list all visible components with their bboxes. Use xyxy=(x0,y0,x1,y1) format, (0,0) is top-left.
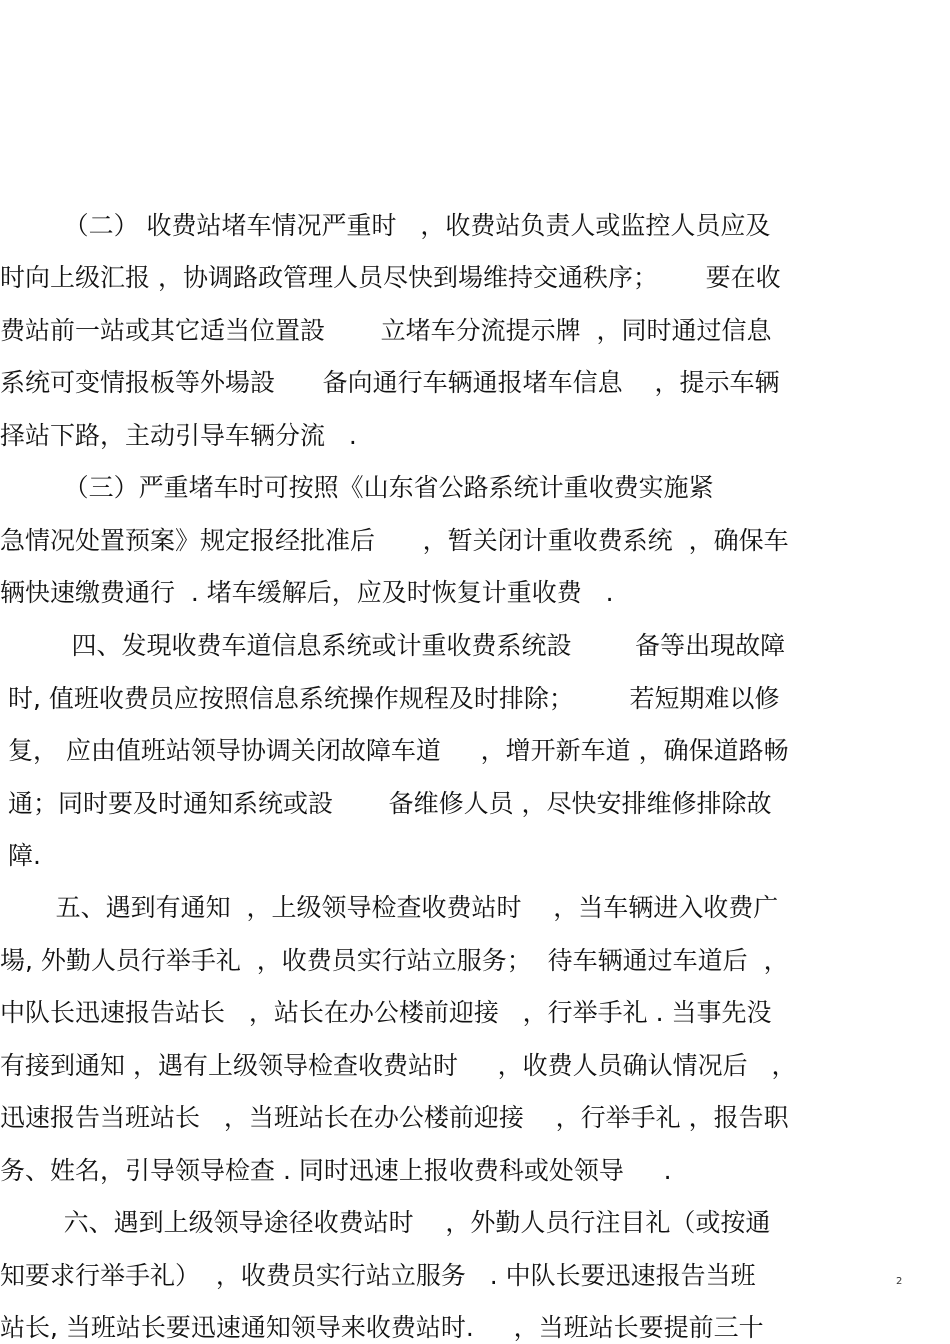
text-line: 时, 值班收费员应按照信息系统操作规程及时排除； 若短期难以修 xyxy=(0,684,780,713)
text-line: （二） 收费站堵车情况严重时 ，收费站负责人或监控人员应及 xyxy=(0,211,771,240)
text-line: 通；同时要及时通知系统或設 备维修人员 ，尽快安排维修排除故 xyxy=(0,789,772,818)
text-line: 费站前一站或其它适当位置設 立堵车分流提示牌 ，同时通过信息 xyxy=(0,316,772,345)
text-line: 六、遇到上级领导途径收费站时 ，外勤人员行注目礼（或按通 xyxy=(0,1208,771,1237)
page-number: 2 xyxy=(896,1276,903,1287)
text-line: 迅速报告当班站长 ，当班站长在办公楼前迎接 ，行举手礼 ，报告职 xyxy=(0,1103,789,1132)
text-line: 站长, 当班站长要迅速通知领导来收费站时. ，当班站长要提前三十 xyxy=(0,1313,764,1342)
text-line: 四、发現收费车道信息系统或计重收费系统設 备等出現故障 xyxy=(0,631,786,660)
text-line: 系统可变情报板等外場設 备向通行车辆通报堵车信息 ，提示车辆 xyxy=(0,368,780,397)
text-line: 务、姓名，引导领导检查 . 同时迅速上报收费科或处领导 . xyxy=(0,1156,672,1185)
text-line: 择站下路，主动引导车辆分流 . xyxy=(0,421,357,450)
text-line: 知要求行举手礼） ，收费员实行站立服务 . 中队长要迅速报告当班 xyxy=(0,1261,756,1290)
text-line: 有接到通知 ，遇有上级领导检查收费站时 ，收费人员确认情况后 ， xyxy=(0,1051,797,1080)
text-line: 場, 外勤人员行举手礼 ，收费员实行站立服务； 待车辆通过车道后 ， xyxy=(0,946,789,975)
text-line: 时向上级汇报 ，协调路政管理人员尽快到場维持交通秩序； 要在收 xyxy=(0,263,781,292)
text-line: 障. xyxy=(0,841,41,870)
text-line: 辆快速缴费通行 . 堵车缓解后，应及时恢复计重收费 . xyxy=(0,578,614,607)
text-line: 急情况处置预案》规定报经批准后 ，暂关闭计重收费系统 ，确保车 xyxy=(0,526,789,555)
text-line: 五、遇到有通知 ，上级领导检查收费站时 ，当车辆进入收费广 xyxy=(0,893,779,922)
text-line: 中队长迅速报告站长 ，站长在办公楼前迎接 ，行举手礼 . 当事先没 xyxy=(0,998,772,1027)
text-line: 复， 应由值班站领导协调关闭故障车道 ，增开新车道 ，确保道路畅 xyxy=(0,736,789,765)
text-line: （三）严重堵车时可按照《山东省公路系统计重收费实施紧 xyxy=(0,473,714,502)
